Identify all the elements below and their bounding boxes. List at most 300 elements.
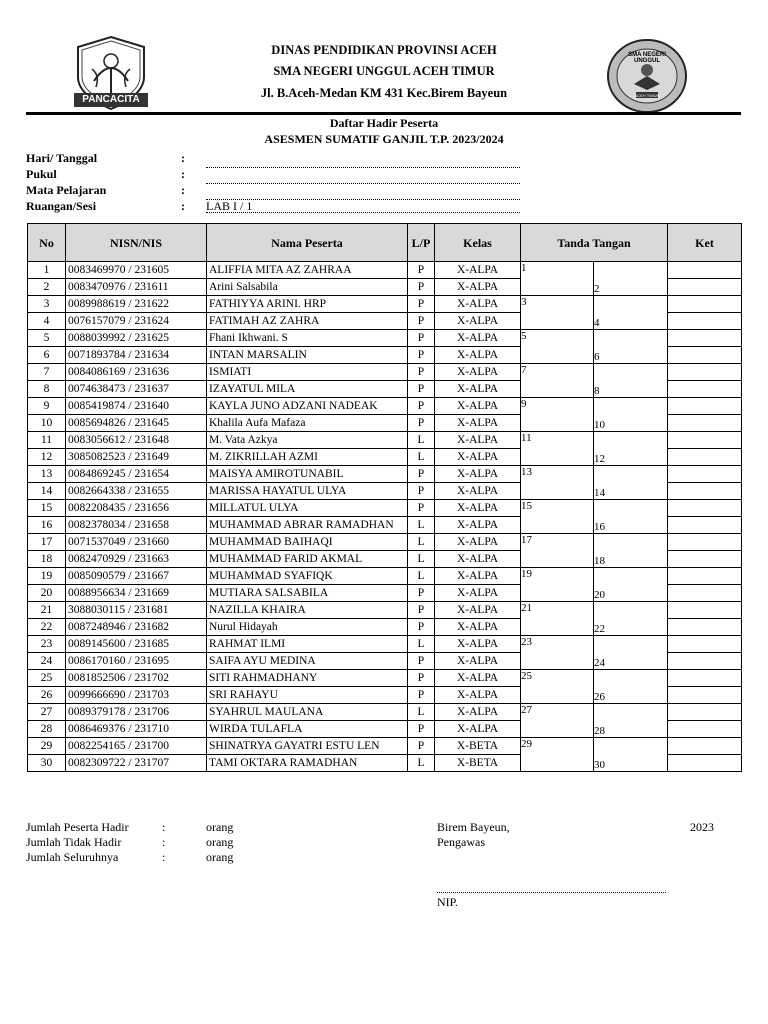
table-row [28, 262, 742, 279]
hari-label: Hari/ Tanggal [26, 151, 98, 165]
signature-left-cell[interactable] [521, 517, 594, 534]
row-nama: M. ZIKRILLAH AZMI [207, 449, 408, 466]
row-nama: RAHMAT ILMI [207, 636, 408, 653]
row-lp: P [408, 670, 435, 687]
signature-left-cell[interactable] [521, 619, 594, 636]
row-lp: P [408, 619, 435, 636]
signature-right-cell[interactable] [594, 398, 668, 415]
signature-left-cell[interactable] [521, 755, 594, 772]
row-lp: P [408, 262, 435, 279]
row-lp: L [408, 568, 435, 585]
signature-right-cell[interactable]: 6 [594, 347, 668, 364]
row-no: 17 [28, 534, 66, 551]
row-lp: L [408, 755, 435, 772]
signature-left-cell[interactable] [521, 381, 594, 398]
hadir-unit: orang [206, 820, 234, 834]
signature-left-cell[interactable]: 27 [521, 704, 594, 721]
row-kelas: X-ALPA [435, 398, 521, 415]
row-nama: MARISSA HAYATUL ULYA [207, 483, 408, 500]
row-lp: P [408, 653, 435, 670]
seluruhnya-colon: : [162, 850, 166, 864]
doc-subtitle: ASESMEN SUMATIF GANJIL T.P. 2023/2024 [264, 132, 504, 146]
signature-right-cell[interactable]: 2 [594, 279, 668, 296]
col-kelas: Kelas [435, 224, 521, 262]
signature-right-cell[interactable]: 28 [594, 721, 668, 738]
row-kelas: X-ALPA [435, 568, 521, 585]
row-nama: SRI RAHAYU [207, 687, 408, 704]
col-ket: Ket [668, 224, 742, 262]
ket-cell[interactable] [668, 721, 742, 738]
signature-left-cell[interactable]: 3 [521, 296, 594, 313]
table-row [28, 483, 742, 500]
row-nisn: 0084869245 / 231654 [66, 466, 207, 483]
row-nama: MAISYA AMIROTUNABIL [207, 466, 408, 483]
row-kelas: X-ALPA [435, 721, 521, 738]
pukul-field[interactable] [206, 171, 520, 184]
col-nisn: NISN/NIS [66, 224, 207, 262]
row-kelas: X-ALPA [435, 670, 521, 687]
header-divider [26, 112, 741, 115]
row-nama: WIRDA TULAFLA [207, 721, 408, 738]
pukul-colon: : [181, 167, 185, 181]
signature-right-cell[interactable]: 30 [594, 755, 668, 772]
mapel-colon: : [181, 183, 185, 197]
row-no: 15 [28, 500, 66, 517]
row-nama: FATIMAH AZ ZAHRA [207, 313, 408, 330]
table-row [28, 313, 742, 330]
row-no: 29 [28, 738, 66, 755]
table-row [28, 721, 742, 738]
row-nama: TAMI OKTARA RAMADHAN [207, 755, 408, 772]
signature-right-cell[interactable]: 10 [594, 415, 668, 432]
table-row [28, 500, 742, 517]
row-nisn: 0071537049 / 231660 [66, 534, 207, 551]
ket-cell[interactable] [668, 755, 742, 772]
signature-right-cell[interactable]: 12 [594, 449, 668, 466]
col-nama: Nama Peserta [207, 224, 408, 262]
signature-right-cell[interactable] [594, 500, 668, 517]
row-lp: P [408, 398, 435, 415]
ket-cell[interactable] [668, 517, 742, 534]
row-no: 8 [28, 381, 66, 398]
ket-cell[interactable] [668, 653, 742, 670]
row-lp: P [408, 364, 435, 381]
attendance-table [27, 223, 742, 772]
signature-right-cell[interactable]: 24 [594, 653, 668, 670]
row-no: 10 [28, 415, 66, 432]
doc-title: Daftar Hadir Peserta [329, 116, 439, 130]
ket-cell[interactable] [668, 415, 742, 432]
row-kelas: X-ALPA [435, 602, 521, 619]
signature-left-cell[interactable]: 19 [521, 568, 594, 585]
row-no: 3 [28, 296, 66, 313]
row-nisn: 0082664338 / 231655 [66, 483, 207, 500]
ket-cell[interactable] [668, 551, 742, 568]
row-nama: M. Vata Azkya [207, 432, 408, 449]
hadir-colon: : [162, 820, 166, 834]
row-kelas: X-ALPA [435, 449, 521, 466]
table-row [28, 738, 742, 755]
ket-cell[interactable] [668, 670, 742, 687]
signature-left-cell[interactable]: 25 [521, 670, 594, 687]
signature-left-cell[interactable] [521, 347, 594, 364]
row-nisn: 0084086169 / 231636 [66, 364, 207, 381]
pukul-label: Pukul [26, 167, 57, 181]
row-kelas: X-ALPA [435, 551, 521, 568]
signature-right-cell[interactable]: 8 [594, 381, 668, 398]
col-lp: L/P [408, 224, 435, 262]
row-lp: P [408, 466, 435, 483]
row-nisn: 0083469970 / 231605 [66, 262, 207, 279]
row-lp: P [408, 721, 435, 738]
tidak-hadir-colon: : [162, 835, 166, 849]
school-logo-text: SMA NEGERI UNGGUL [628, 52, 666, 64]
row-kelas: X-ALPA [435, 687, 521, 704]
row-nisn: 0082309722 / 231707 [66, 755, 207, 772]
ket-cell[interactable] [668, 602, 742, 619]
pancacita-label: PANCACITA [82, 94, 140, 105]
ket-cell[interactable] [668, 585, 742, 602]
row-kelas: X-ALPA [435, 330, 521, 347]
row-no: 13 [28, 466, 66, 483]
table-row [28, 653, 742, 670]
table-row [28, 347, 742, 364]
hari-colon: : [181, 151, 185, 165]
row-kelas: X-ALPA [435, 500, 521, 517]
row-nama: NAZILLA KHAIRA [207, 602, 408, 619]
row-nama: SYAHRUL MAULANA [207, 704, 408, 721]
signature-left-cell[interactable] [521, 483, 594, 500]
row-no: 24 [28, 653, 66, 670]
row-nama: MILLATUL ULYA [207, 500, 408, 517]
row-nama: SITI RAHMADHANY [207, 670, 408, 687]
row-kelas: X-ALPA [435, 279, 521, 296]
signature-right-cell[interactable] [594, 330, 668, 347]
signature-right-cell[interactable] [594, 262, 668, 279]
hari-field[interactable] [206, 155, 520, 168]
tidak-hadir-label: Jumlah Tidak Hadir [26, 835, 122, 849]
row-nama: Khalila Aufa Mafaza [207, 415, 408, 432]
row-lp: P [408, 330, 435, 347]
table-row [28, 398, 742, 415]
row-lp: P [408, 279, 435, 296]
row-no: 19 [28, 568, 66, 585]
table-row [28, 466, 742, 483]
row-nisn: 0083470976 / 231611 [66, 279, 207, 296]
signature-year: 2023 [690, 820, 714, 834]
ket-cell[interactable] [668, 381, 742, 398]
row-nisn: 0071893784 / 231634 [66, 347, 207, 364]
row-kelas: X-ALPA [435, 381, 521, 398]
mapel-label: Mata Pelajaran [26, 183, 107, 197]
ket-cell[interactable] [668, 704, 742, 721]
row-kelas: X-ALPA [435, 704, 521, 721]
signature-left-cell[interactable]: 17 [521, 534, 594, 551]
ket-cell[interactable] [668, 279, 742, 296]
row-lp: L [408, 534, 435, 551]
row-nisn: 0082254165 / 231700 [66, 738, 207, 755]
ket-cell[interactable] [668, 568, 742, 585]
ket-cell[interactable] [668, 313, 742, 330]
signature-right-cell[interactable] [594, 432, 668, 449]
seluruhnya-unit: orang [206, 850, 234, 864]
ket-cell[interactable] [668, 398, 742, 415]
signature-right-cell[interactable]: 18 [594, 551, 668, 568]
row-no: 27 [28, 704, 66, 721]
row-kelas: X-ALPA [435, 347, 521, 364]
row-nama: Fhani Ikhwani. S [207, 330, 408, 347]
signature-right-cell[interactable] [594, 602, 668, 619]
row-no: 14 [28, 483, 66, 500]
row-nisn: 0076157079 / 231624 [66, 313, 207, 330]
tidak-hadir-unit: orang [206, 835, 234, 849]
signature-left-cell[interactable]: 23 [521, 636, 594, 653]
signature-right-cell[interactable]: 26 [594, 687, 668, 704]
table-row [28, 534, 742, 551]
ket-cell[interactable] [668, 330, 742, 347]
ket-cell[interactable] [668, 738, 742, 755]
signature-right-cell[interactable] [594, 670, 668, 687]
row-no: 20 [28, 585, 66, 602]
signature-left-cell[interactable]: 21 [521, 602, 594, 619]
signature-left-cell[interactable] [521, 653, 594, 670]
row-nisn: 0087248946 / 231682 [66, 619, 207, 636]
signature-place: Birem Bayeun, [437, 820, 510, 834]
row-no: 9 [28, 398, 66, 415]
table-header-row [28, 224, 742, 262]
ket-cell[interactable] [668, 262, 742, 279]
row-nisn: 0088039992 / 231625 [66, 330, 207, 347]
row-lp: P [408, 296, 435, 313]
signature-right-cell[interactable]: 14 [594, 483, 668, 500]
row-nisn: 0086170160 / 231695 [66, 653, 207, 670]
row-nisn: 0089145600 / 231685 [66, 636, 207, 653]
ket-cell[interactable] [668, 687, 742, 704]
row-nama: ISMIATI [207, 364, 408, 381]
row-no: 11 [28, 432, 66, 449]
table-row [28, 381, 742, 398]
row-no: 30 [28, 755, 66, 772]
ket-cell[interactable] [668, 364, 742, 381]
row-nama: MUHAMMAD BAIHAQI [207, 534, 408, 551]
signature-left-cell[interactable]: 5 [521, 330, 594, 347]
row-nisn: 0089379178 / 231706 [66, 704, 207, 721]
row-lp: L [408, 551, 435, 568]
signature-left-cell[interactable]: 11 [521, 432, 594, 449]
table-row [28, 670, 742, 687]
signature-right-cell[interactable] [594, 364, 668, 381]
row-kelas: X-ALPA [435, 415, 521, 432]
row-nisn: 0099666690 / 231703 [66, 687, 207, 704]
row-kelas: X-ALPA [435, 483, 521, 500]
row-lp: P [408, 483, 435, 500]
signature-right-cell[interactable] [594, 466, 668, 483]
row-kelas: X-ALPA [435, 585, 521, 602]
row-nama: MUHAMMAD SYAFIQK [207, 568, 408, 585]
row-nama: MUTIARA SALSABILA [207, 585, 408, 602]
table-row [28, 755, 742, 772]
ket-cell[interactable] [668, 449, 742, 466]
table-row [28, 602, 742, 619]
nip-label: NIP. [437, 895, 459, 909]
ruangan-label: Ruangan/Sesi [26, 199, 97, 213]
seluruhnya-label: Jumlah Seluruhnya [26, 850, 119, 864]
row-nisn: 0088956634 / 231669 [66, 585, 207, 602]
signature-right-cell[interactable] [594, 636, 668, 653]
table-row [28, 330, 742, 347]
row-no: 23 [28, 636, 66, 653]
signature-left-cell[interactable]: 7 [521, 364, 594, 381]
row-nama: SAIFA AYU MEDINA [207, 653, 408, 670]
ket-cell[interactable] [668, 466, 742, 483]
row-nama: FATHIYYA ARINI. HRP [207, 296, 408, 313]
row-no: 6 [28, 347, 66, 364]
signature-left-cell[interactable] [521, 313, 594, 330]
hadir-label: Jumlah Peserta Hadir [26, 820, 129, 834]
row-lp: P [408, 687, 435, 704]
ket-cell[interactable] [668, 534, 742, 551]
mapel-field[interactable] [206, 187, 520, 200]
row-lp: L [408, 449, 435, 466]
col-tanda-tangan: Tanda Tangan [521, 224, 668, 262]
row-nisn: 0074638473 / 231637 [66, 381, 207, 398]
row-no: 26 [28, 687, 66, 704]
ket-cell[interactable] [668, 500, 742, 517]
row-nama: Arini Salsabila [207, 279, 408, 296]
header-address: Jl. B.Aceh-Medan KM 431 Kec.Birem Bayeun [260, 86, 508, 100]
row-lp: P [408, 415, 435, 432]
row-nama: ALIFFIA MITA AZ ZAHRAA [207, 262, 408, 279]
row-kelas: X-ALPA [435, 619, 521, 636]
signature-role: Pengawas [437, 835, 485, 849]
signature-left-cell[interactable] [521, 551, 594, 568]
row-lp: L [408, 517, 435, 534]
table-row [28, 296, 742, 313]
row-kelas: X-ALPA [435, 534, 521, 551]
ket-cell[interactable] [668, 296, 742, 313]
table-row [28, 704, 742, 721]
signature-left-cell[interactable] [521, 415, 594, 432]
row-kelas: X-ALPA [435, 466, 521, 483]
row-no: 16 [28, 517, 66, 534]
signature-left-cell[interactable]: 29 [521, 738, 594, 755]
signature-left-cell[interactable]: 13 [521, 466, 594, 483]
row-nisn: 0082378034 / 231658 [66, 517, 207, 534]
table-row [28, 619, 742, 636]
row-nisn: 0085419874 / 231640 [66, 398, 207, 415]
attendance-rows [28, 262, 742, 772]
table-row [28, 687, 742, 704]
signature-right-cell[interactable]: 20 [594, 585, 668, 602]
signature-left-cell[interactable] [521, 585, 594, 602]
row-nisn: 0081852506 / 231702 [66, 670, 207, 687]
row-no: 25 [28, 670, 66, 687]
row-lp: P [408, 381, 435, 398]
ket-cell[interactable] [668, 619, 742, 636]
table-row [28, 568, 742, 585]
row-kelas: X-ALPA [435, 313, 521, 330]
ket-cell[interactable] [668, 432, 742, 449]
signature-right-cell[interactable]: 16 [594, 517, 668, 534]
signature-left-cell[interactable]: 15 [521, 500, 594, 517]
signature-right-cell[interactable]: 4 [594, 313, 668, 330]
signature-right-cell[interactable]: 22 [594, 619, 668, 636]
signature-line[interactable] [437, 892, 666, 893]
signature-left-cell[interactable] [521, 279, 594, 296]
row-lp: L [408, 636, 435, 653]
table-row [28, 551, 742, 568]
row-no: 5 [28, 330, 66, 347]
row-nisn: 3088030115 / 231681 [66, 602, 207, 619]
row-nisn: 0089988619 / 231622 [66, 296, 207, 313]
row-no: 12 [28, 449, 66, 466]
table-row [28, 279, 742, 296]
signature-left-cell[interactable]: 9 [521, 398, 594, 415]
row-kelas: X-ALPA [435, 653, 521, 670]
signature-left-cell[interactable]: 1 [521, 262, 594, 279]
row-no: 21 [28, 602, 66, 619]
row-kelas: X-ALPA [435, 432, 521, 449]
signature-right-cell[interactable] [594, 568, 668, 585]
signature-right-cell[interactable] [594, 704, 668, 721]
row-kelas: X-BETA [435, 755, 521, 772]
row-nama: KAYLA JUNO ADZANI NADEAK [207, 398, 408, 415]
ket-cell[interactable] [668, 636, 742, 653]
row-nama: SHINATRYA GAYATRI ESTU LEN [207, 738, 408, 755]
row-lp: P [408, 738, 435, 755]
table-row [28, 517, 742, 534]
row-lp: L [408, 432, 435, 449]
signature-left-cell[interactable] [521, 687, 594, 704]
table-row [28, 432, 742, 449]
row-no: 2 [28, 279, 66, 296]
ruangan-field[interactable]: LAB I / 1 [206, 200, 520, 213]
table-row [28, 636, 742, 653]
row-lp: P [408, 602, 435, 619]
row-lp: P [408, 313, 435, 330]
signature-left-cell[interactable] [521, 449, 594, 466]
row-lp: L [408, 704, 435, 721]
row-nama: Nurul Hidayah [207, 619, 408, 636]
ket-cell[interactable] [668, 483, 742, 500]
row-no: 1 [28, 262, 66, 279]
table-row [28, 585, 742, 602]
ruangan-colon: : [181, 199, 185, 213]
row-lp: P [408, 347, 435, 364]
signature-left-cell[interactable] [521, 721, 594, 738]
table-row [28, 364, 742, 381]
row-nisn: 0082470929 / 231663 [66, 551, 207, 568]
row-lp: P [408, 500, 435, 517]
row-nama: INTAN MARSALIN [207, 347, 408, 364]
ket-cell[interactable] [668, 347, 742, 364]
row-no: 7 [28, 364, 66, 381]
signature-right-cell[interactable] [594, 738, 668, 755]
row-nisn: 0085090579 / 231667 [66, 568, 207, 585]
row-kelas: X-ALPA [435, 364, 521, 381]
row-kelas: X-ALPA [435, 296, 521, 313]
signature-right-cell[interactable] [594, 296, 668, 313]
row-nama: MUHAMMAD ABRAR RAMADHAN [207, 517, 408, 534]
row-nisn: 0086469376 / 231710 [66, 721, 207, 738]
header-school: SMA NEGERI UNGGUL ACEH TIMUR [273, 64, 495, 78]
row-nama: IZAYATUL MILA [207, 381, 408, 398]
row-nisn: 3085082523 / 231649 [66, 449, 207, 466]
row-kelas: X-ALPA [435, 262, 521, 279]
signature-right-cell[interactable] [594, 534, 668, 551]
row-no: 22 [28, 619, 66, 636]
row-nisn: 0085694826 / 231645 [66, 415, 207, 432]
